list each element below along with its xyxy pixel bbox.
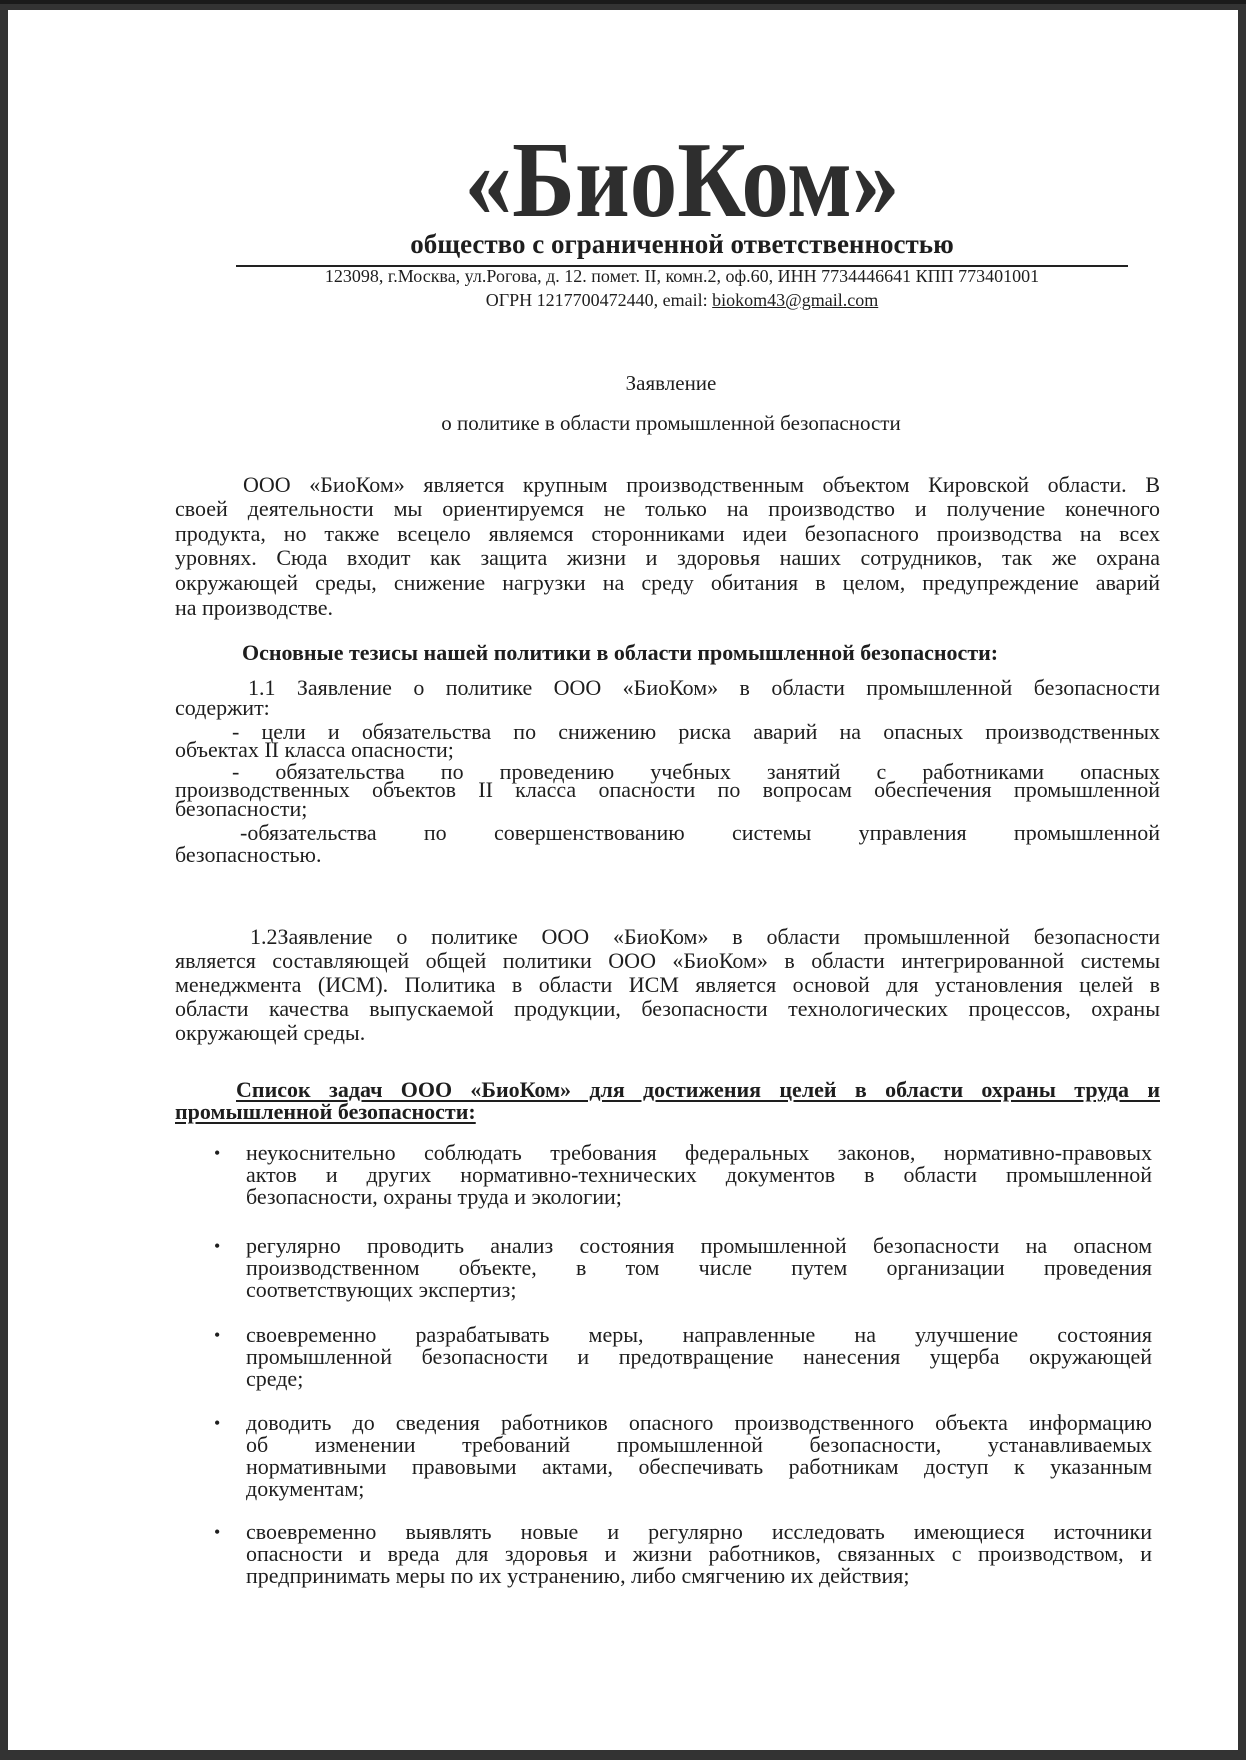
text-line: производственных объектов II класса опасности по вопросам обеспечения промышленной [175,777,1160,803]
text-line: безопасности, охраны труда и экологии; [246,1184,622,1209]
text-line: промышленной безопасности и предотвращение нанесения ущерба окружающей [246,1344,1152,1369]
text-line: 1.2Заявление о политике ООО «БиоКом» в области промышленной безопасности [250,924,1160,949]
company-logo: «БиоКом» [464,121,900,240]
ogrn-text: ОГРН 1217700472440, email: [485,290,713,310]
company-address: 123098, г.Москва, ул.Рогова, д. 12. помет. II, комн.2, оф.60, ИНН 7734446641 КПП 773401001 [324,266,1040,286]
text-line: Список задач ООО «БиоКом» для достижения целей в области охраны труда и [236,1077,1160,1102]
text-line: предпринимать меры по их устранению, либо смягчению их действия; [246,1563,910,1588]
text-line: -обязательства по совершенствованию системы управления промышленной [240,820,1160,845]
clause-1-2 [175,925,1160,1045]
text-line: промышленной безопасности: [175,1099,476,1124]
text-line: безопасности; [175,795,308,821]
text-line: производственном объекте, в том числе путем организации проведения [246,1255,1152,1280]
text-line: об изменении требований промышленной безопасности, устанавливаемых [246,1432,1152,1457]
company-legal-form: общество с ограниченной ответственностью [410,229,954,259]
text-line: менеджмента (ИСМ). Политика в области ИСМ является основой для установления целей в [175,972,1160,997]
text-line: области качества выпускаемой продукции, безопасности технологических процессов, охраны [175,996,1160,1021]
text-line: объектах II класса опасности; [175,736,454,762]
clause-1-1 [175,675,1160,720]
bullet-icon: • [214,1522,221,1542]
text-line: неукоснительно соблюдать требования федеральных законов, нормативно-правовых [246,1140,1152,1165]
section-heading-theses: Основные тезисы нашей политики в области промышленной безопасности: [242,640,999,665]
text-line: нормативными правовыми актами, обеспечивать работникам доступ к указанным [246,1454,1152,1479]
text-line: ООО «БиоКом» является крупным производственным объектом Кировской области. В [243,471,1160,497]
task-list-item [246,1142,1152,1208]
bullet-icon: • [214,1413,221,1433]
text-line: окружающей среды, снижение нагрузки на среду обитания в целом, предупреждение аварий [175,570,1160,596]
task-list-item [246,1324,1152,1390]
text-line: является составляющей общей политики ООО «БиоКом» в области интегрированной системы [175,948,1160,973]
text-line: содержит: [175,694,270,720]
text-line: 1.1 Заявление о политике ООО «БиоКом» в области промышленной безопасности [248,675,1160,701]
text-line: соответствующих экспертиз; [246,1277,517,1302]
text-line: регулярно проводить анализ состояния промышленной безопасности на опасном [246,1233,1152,1258]
email-link[interactable]: biokom43@gmail.com [712,290,879,310]
text-line: актов и других нормативно-технических документов в области промышленной [246,1162,1152,1187]
text-line: - обязательства по проведению учебных занятий с работниками опасных [232,758,1160,784]
dash-item [175,758,1160,821]
bullet-icon: • [214,1236,221,1256]
bullet-icon: • [214,1143,221,1163]
task-list-item [246,1412,1152,1500]
text-line: продукта, но также всецело являемся сторонниками идеи безопасного производства на всех [175,520,1160,546]
text-line: доводить до сведения работников опасного производственного объекта информацию [246,1410,1152,1435]
document-subtitle: о политике в области промышленной безопасности [441,411,901,435]
text-line: безопасностью. [175,842,322,867]
text-line: своевременно выявлять новые и регулярно исследовать имеющиеся источники [246,1519,1152,1544]
text-line: своевременно разрабатывать меры, направленные на улучшение состояния [246,1322,1152,1347]
text-line: опасности и вреда для здоровья и жизни работников, связанных с производством, и [246,1541,1152,1566]
text-line: на производстве. [175,594,333,620]
scan-border-top [0,0,1246,4]
section-heading-tasks [175,1079,1160,1123]
text-line: документам; [246,1476,365,1501]
task-list-item [246,1235,1152,1301]
dash-item [175,719,1160,762]
intro-paragraph [175,473,1160,621]
dash-item [175,822,1160,866]
task-list-item [246,1521,1152,1587]
bullet-icon: • [214,1325,221,1345]
text-line: - цели и обязательства по снижению риска аварий на опасных производственных [232,719,1160,745]
text-line: окружающей среды. [175,1020,366,1045]
text-line: среде; [246,1366,304,1391]
text-line: своей деятельности мы ориентируемся не только на производство и получение конечного [175,496,1160,522]
text-line: уровнях. Сюда входит как защита жизни и здоровья наших сотрудников, так же охрана [175,545,1160,571]
document-title: Заявление [625,371,717,395]
company-ogrn-email [236,289,1128,311]
